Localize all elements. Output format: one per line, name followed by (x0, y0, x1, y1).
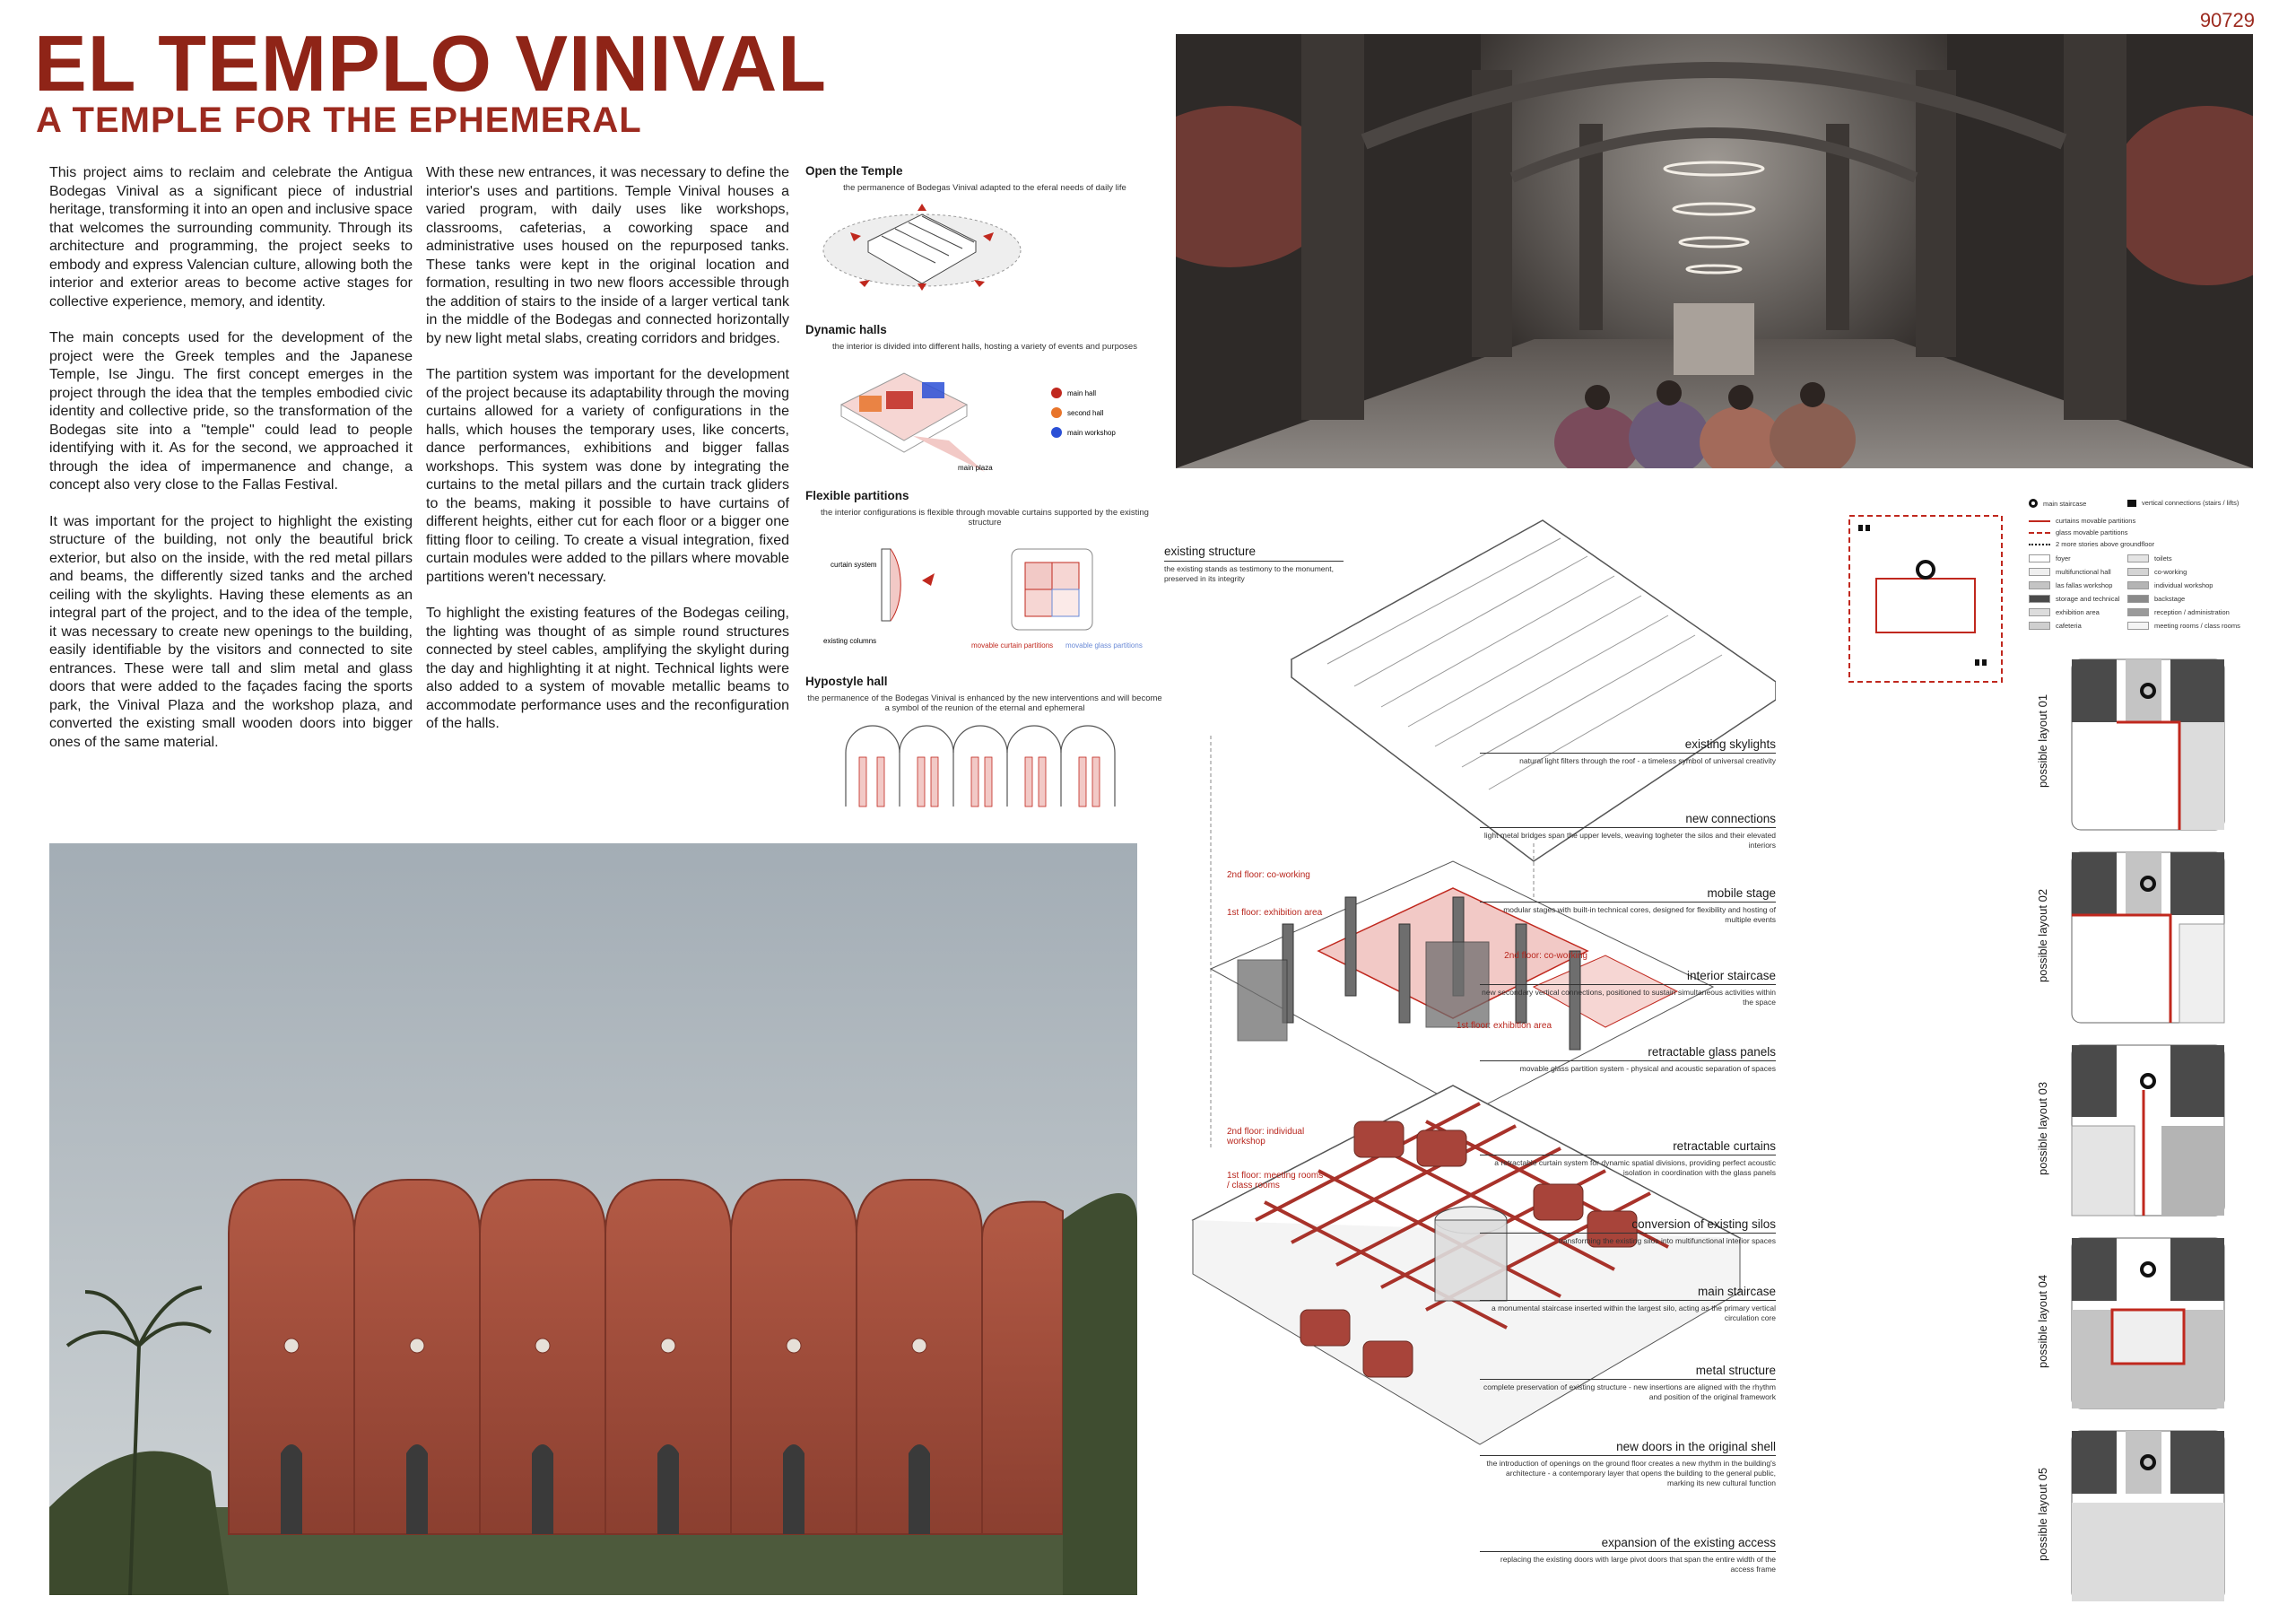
legend-item: main staircase (2043, 499, 2087, 508)
paragraph: With these new entrances, it was necessary to define the interior's uses and partitions. Temple Vinival houses a varied program, with daily uses like workshops, classrooms, cafeterias, a coworking space and administrative uses housed on the repurposed tanks. These tanks were kept in the original location and formation, resulting in two new floors accessible through the addition of stairs to the inside of a larger vertical tank in the middle of the Bodegas and connected horizontally by new light metal slabs, creating corridors and bridges. (426, 165, 789, 346)
paragraph: The partition system was important for the development of the project because its adaptability through the moving curtains allowed for a variety of configurations in the halls, which houses the temporary uses, like concerts, dance performances, exhibitions and bigger fallas workshops. This system was done by integrating the curtains to the metal pillars and the curtain track gliders to the beams, making it possible to have curtains of different heights, either cut for each floor or a bigger one fitting floor to ceiling. To create a visual integration, fixed curtain modules were added to the pillars where movable partitions weren't necessary. (426, 367, 789, 585)
layout-label-02: possible layout 02 (2036, 888, 2049, 982)
red-label: 1st floor: exhibition area (1456, 1021, 1552, 1031)
legend-program: toilets (2154, 554, 2172, 562)
layout-plan-04 (2072, 1238, 2224, 1408)
callout-title: metal structure (1695, 1364, 1776, 1377)
red-label: 1st floor: exhibition area (1227, 908, 1323, 918)
legend-program: backstage (2154, 595, 2186, 603)
callout-desc: the introduction of openings on the ground floor creates a new rhythm in the building's architecture - a contemporary layer that opens the building to the general public, marking its new cultural function (1486, 1459, 1776, 1487)
text-column-2 (426, 164, 789, 752)
layout-label-04: possible layout 04 (2036, 1274, 2049, 1368)
callout-title: mobile stage (1707, 886, 1776, 900)
red-label: 2nd floor: co-working (1227, 870, 1310, 880)
layout-plan-05 (2072, 1431, 2224, 1601)
diagram-title: Dynamic halls (805, 323, 887, 336)
text-column-1 (49, 164, 413, 770)
diagram-title: Flexible partitions (805, 489, 909, 502)
callout-desc: movable glass partition system - physical and acoustic separation of spaces (1519, 1064, 1776, 1073)
key-plan (1840, 507, 2011, 691)
interior-render (1176, 34, 2253, 468)
callout-desc: complete preservation of existing structure - new insertions are aligned with the rhythm and position of the original framework (1483, 1382, 1776, 1401)
legend-main-hall: main hall (1067, 389, 1097, 397)
legend-item: vertical connections (stairs / lifts) (2142, 499, 2239, 507)
board-code: 90729 (2199, 9, 2255, 31)
diagram-dynamic-halls (805, 323, 1164, 472)
callout-title: main staircase (1697, 1285, 1776, 1298)
legend-program: multifunctional hall (2056, 568, 2111, 576)
callout-expansion-access (1480, 1536, 1776, 1574)
callout-metal-structure (1480, 1364, 1776, 1402)
dynamic-halls-illustration (805, 355, 1164, 472)
legend-program: exhibition area (2056, 608, 2100, 616)
label-movable-glass: movable glass partitions (1065, 641, 1143, 650)
layout-label-01: possible layout 01 (2036, 693, 2049, 788)
legend-program: storage and technical (2056, 595, 2120, 603)
diagram-title: Hypostyle hall (805, 675, 888, 688)
paragraph: The main concepts used for the development of the project were the Greek temples and the Japanese Temple, Ise Jingu. The first concept emerges in the project through the idea that the temples embodied civic identity and collective pride, so the transformation of the Bodegas site into a "temple" could lead to people identifying with it. As for the second, we approached it through the idea of impermanence and change, a concept also very close to the Fallas Festival. (49, 330, 413, 493)
callout-conversion-silos (1480, 1217, 1776, 1246)
red-label: 2nd floor: co-working (1504, 951, 1587, 961)
page-subtitle: A TEMPLE FOR THE EPHEMERAL (36, 100, 642, 140)
paragraph: It was important for the project to highlight the existing structure of the building, not only the beautiful brick exterior, but also on the inside, with the red metal pillars and beams, the differently sized tanks and the arched ceiling with the skylights. Having these elements as an integral part of the project, and to the idea of the temple, it was necessary to create new openings to the building, easily identifiable by the visitors and connected to site entrances. These were tall and slim metal and glass doors that were added to the façades facing the sports park, the Vinival Plaza and the workshop plaza, and converted the existing small wooden doors into bigger ones of the same material. (49, 513, 413, 750)
callout-title: new connections (1685, 812, 1776, 825)
callout-new-doors (1480, 1440, 1776, 1488)
callout-mobile-stage (1480, 886, 1776, 925)
legend-program: cafeteria (2056, 622, 2082, 630)
layout-label-03: possible layout 03 (2036, 1081, 2049, 1175)
callout-desc: replacing the existing doors with large pivot doors that span the entire width of the access frame (1500, 1555, 1776, 1574)
layout-plan-01 (2072, 659, 2224, 830)
callout-title: expansion of the existing access (1601, 1536, 1776, 1549)
callout-desc: modular stages with built-in technical cores, designed for flexibility and hosting of multiple events (1503, 905, 1776, 924)
callout-title: retractable glass panels (1648, 1045, 1776, 1059)
red-label: 1st floor: meeting rooms / class rooms (1227, 1171, 1324, 1190)
callout-main-staircase (1480, 1285, 1776, 1323)
diagram-hypostyle-hall (805, 675, 1164, 815)
callout-existing-structure (1164, 545, 1344, 584)
callout-title: existing structure (1164, 545, 1257, 558)
layout-label-05: possible layout 05 (2036, 1467, 2049, 1561)
legend-program: co-working (2154, 568, 2187, 576)
diagram-caption: the interior configurations is flexible through movable curtains supported by the existing structure (821, 508, 1149, 528)
diagram-caption: the permanence of the Bodegas Vinival is enhanced by the new interventions and will become a symbol of the reunion of the eternal and ephemeral (807, 693, 1162, 713)
paragraph: This project aims to reclaim and celebrate the Antigua Bodegas Vinival as a significant piece of industrial heritage, transforming it into an open and inclusive space that welcomes the surrounding community. Through its architecture and programming, the project seeks to embody and express Valencian culture, allowing both the interior and exterior areas to become active stages for collective experience, memory, and identity. (49, 165, 413, 310)
diagram-caption: the permanence of Bodegas Vinival adapted to the eferal needs of daily life (843, 183, 1126, 193)
diagram-flexible-partitions (805, 489, 1164, 666)
layout-plans (2063, 650, 2242, 1601)
legend-program: las fallas workshop (2056, 581, 2113, 589)
callout-new-connections (1480, 812, 1776, 850)
callout-desc: light metal bridges span the upper levels, weaving togheter the silos and their elevated interiors (1483, 831, 1776, 850)
legend-program: foyer (2056, 554, 2071, 562)
callout-title: existing skylights (1684, 737, 1776, 751)
paragraph: To highlight the existing features of the Bodegas ceiling, the lighting was thought of as simple round structures connected by steel cables, amplifying the skylight during the day and highlighting it at night. Technical lights were also added to a system of movable metallic beams to accommodate performance uses and the reconfiguration of the halls. (426, 606, 789, 731)
diagram-title: Open the Temple (805, 164, 903, 178)
callout-interior-staircase (1480, 969, 1776, 1007)
callout-title: interior staircase (1686, 969, 1776, 982)
callout-title: retractable curtains (1673, 1139, 1776, 1153)
page-title: EL TEMPLO VINIVAL (34, 19, 828, 108)
callout-desc: new secondary vertical connections, positioned to sustain simultaneous activities within the space (1482, 988, 1776, 1007)
callout-retractable-glass (1480, 1045, 1776, 1074)
flexible-partitions-illustration (805, 531, 1164, 666)
label-existing-columns: existing columns (823, 637, 877, 645)
diagram-caption: the interior is divided into different halls, hosting a variety of events and purposes (832, 342, 1137, 352)
plaza-label: main plaza (958, 464, 993, 472)
label-movable-curtains: movable curtain partitions (971, 641, 1054, 650)
legend-program: reception / administration (2154, 608, 2230, 616)
legend-program: meeting rooms / class rooms (2154, 622, 2240, 630)
label-curtain-system: curtain system (831, 561, 877, 569)
layout-plan-02 (2072, 852, 2224, 1023)
exterior-render (49, 843, 1137, 1595)
callout-desc: transforming the existing silos into multifunctional interior spaces (1558, 1236, 1776, 1245)
legend-second-hall: second hall (1067, 409, 1104, 417)
callout-desc: the existing stands as testimony to the monument, preserved in its integrity (1164, 561, 1344, 584)
callout-desc: a monumental staircase inserted within the largest silo, acting as the primary vertical circulation core (1491, 1304, 1776, 1322)
open-temple-illustration (805, 196, 1164, 304)
callout-title: conversion of existing silos (1631, 1217, 1776, 1231)
red-label: 2nd floor: individual workshop (1227, 1127, 1305, 1147)
diagram-open-temple (805, 164, 1164, 304)
callout-existing-skylights (1480, 737, 1776, 766)
callout-title: new doors in the original shell (1616, 1440, 1776, 1453)
hypostyle-illustration (805, 717, 1164, 815)
legend-program: individual workshop (2154, 581, 2213, 589)
exploded-axonometric (1157, 502, 1776, 1606)
legend-item: curtains movable partitions (2056, 517, 2136, 525)
callout-desc: natural light filters through the roof - a timeless symbol of universal creativity (1519, 756, 1776, 765)
layout-plan-03 (2072, 1045, 2224, 1216)
legend-main-workshop: main workshop (1067, 429, 1116, 437)
legend-item: 2 more stories above groundfloor (2056, 540, 2155, 548)
callout-desc: a retractable curtain system for dynamic spatial divisions, providing perfect acoustic isolation in coordination with the glass panels (1494, 1158, 1776, 1177)
legend-item: glass movable partitions (2056, 528, 2128, 536)
callout-retractable-curtains (1480, 1139, 1776, 1178)
